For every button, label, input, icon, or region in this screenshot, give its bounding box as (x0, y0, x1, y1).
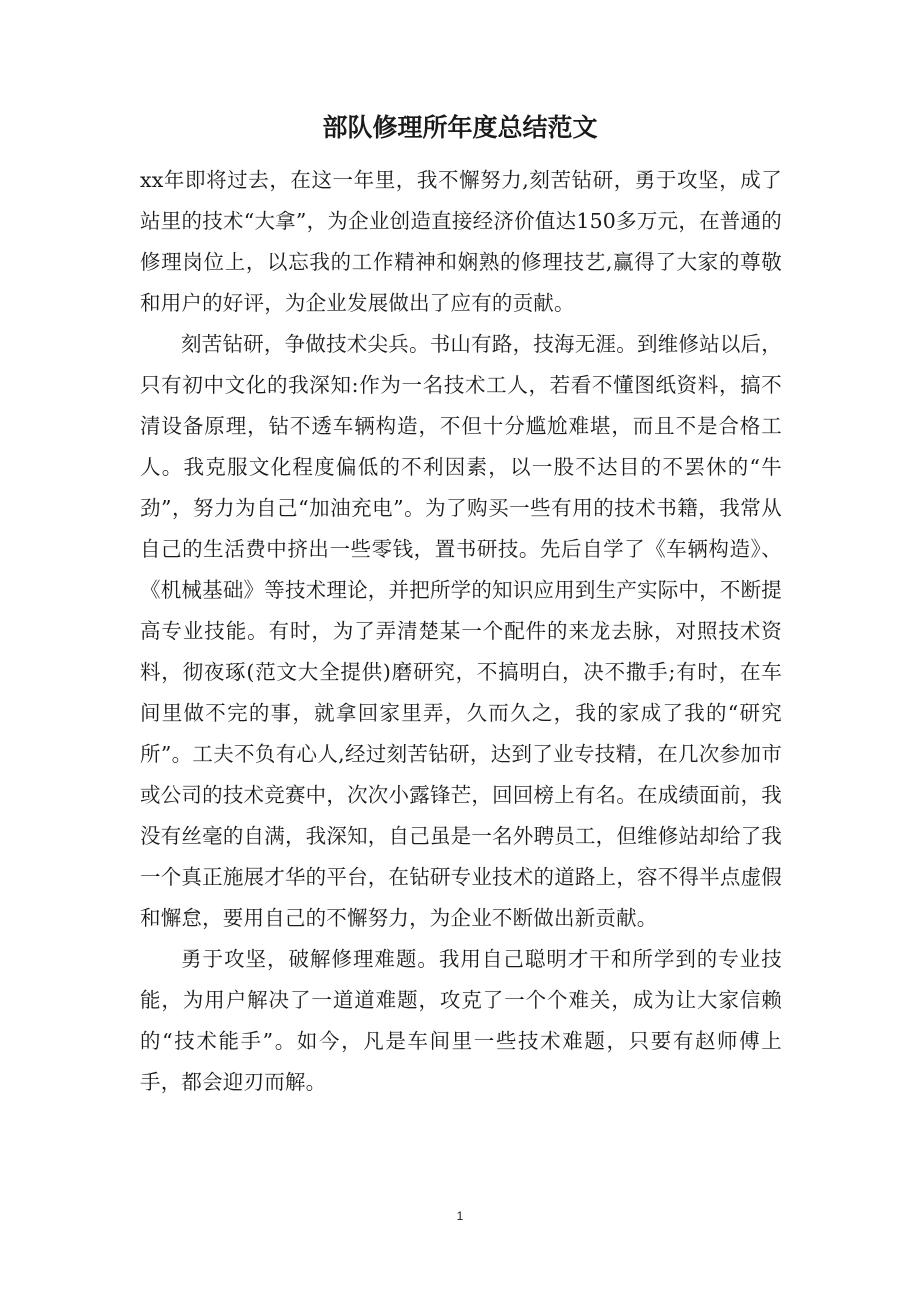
page-number: 1 (456, 1209, 464, 1223)
paragraph-study: 刻苦钻研，争做技术尖兵。书山有路，技海无涯。到维修站以后，只有初中文化的我深知:作为一名技术工人，若看不懂图纸资料，搞不清设备原理，钻不透车辆构造，不但十分尴尬难堪，而且不是合格工人。我克服文化程度偏低的不利因素，以一股不达目的不罢休的“牛劲”，努力为自己“加油充电”。为了购买一些有用的技术书籍，我常从自己的生活费中挤出一些零钱，置书研技。先后自学了《车辆构造》、《机械基础》等技术理论，并把所学的知识应用到生产实际中，不断提高专业技能。有时，为了弄清楚某一个配件的来龙去脉，对照技术资料，彻夜琢(范文大全提供)磨研究，不搞明白，决不撒手;有时，在车间里做不完的事，就拿回家里弄，久而久之，我的家成了我的“研究所”。工夫不负有心人,经过刻苦钻研，达到了业专技精，在几次参加市或公司的技术竞赛中，次次小露锋芒，回回榜上有名。在成绩面前，我没有丝毫的自满，我深知，自己虽是一名外聘员工，但维修站却给了我一个真正施展才华的平台，在钻研专业技术的道路上，容不得半点虚假和懈怠，要用自己的不懈努力，为企业不断做出新贡献。 (140, 332, 782, 930)
paragraph-intro: xx年即将过去，在这一年里，我不懈努力,刻苦钻研，勇于攻坚，成了站里的技术“大拿”，为企业创造直接经济价值达150多万元，在普通的修理岗位上，以忘我的工作精神和娴熟的修理技艺,赢得了大家的尊敬和用户的好评，为企业发展做出了应有的贡献。 (140, 168, 782, 315)
paragraph-problem-solving: 勇于攻坚，破解修理难题。我用自己聪明才干和所学到的专业技能，为用户解决了一道道难题，攻克了一个个难关，成为让大家信赖的“技术能手”。如今，凡是车间里一些技术难题，只要有赵师傅上手，都会迎刃而解。 (140, 947, 782, 1094)
document-body (140, 160, 782, 1103)
document-title: 部队修理所年度总结范文 (322, 113, 598, 142)
